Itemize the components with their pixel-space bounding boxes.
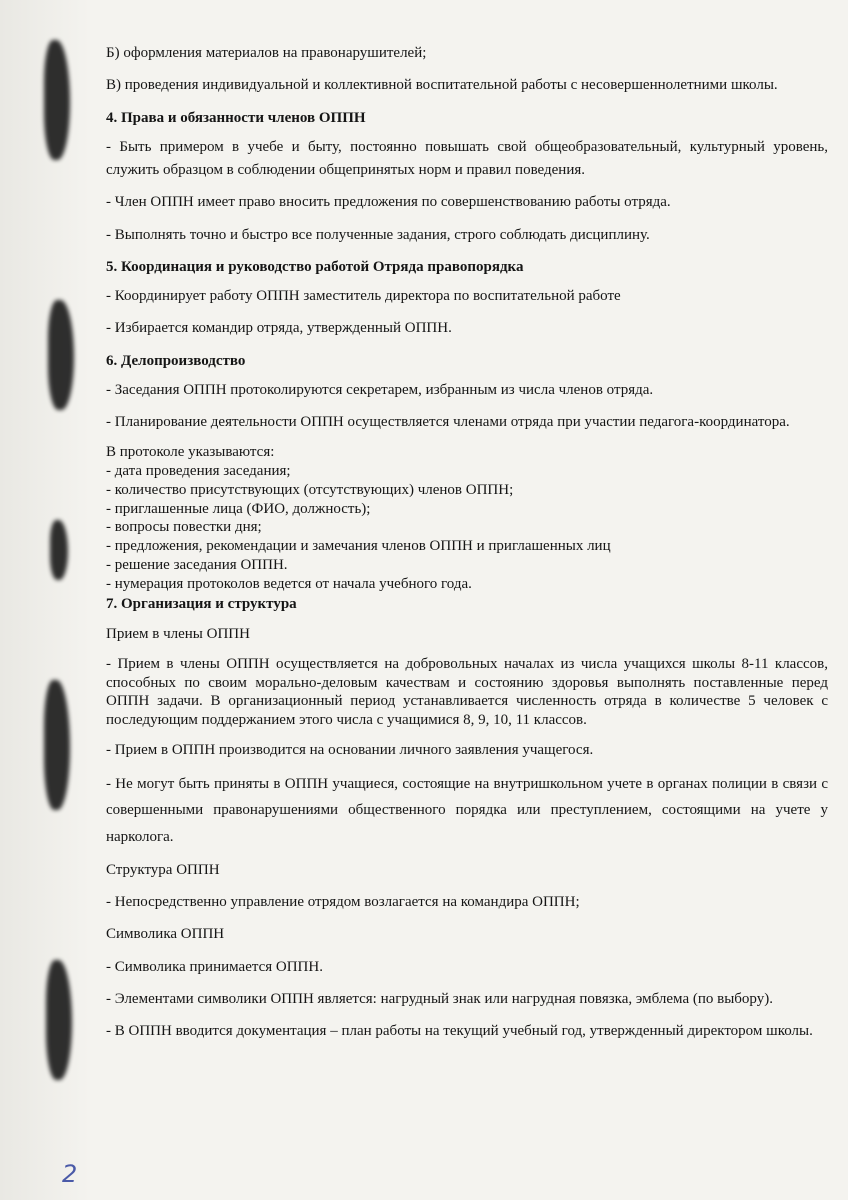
paragraph: - В ОППН вводится документация – план работы на текущий учебный год, утвержденный директором школы.: [106, 1023, 813, 1039]
paragraph: В) проведения индивидуальной и коллективной воспитательной работы с несовершеннолетними школы.: [106, 77, 778, 94]
list-item: - приглашенные лица (ФИО, должность);: [106, 500, 371, 517]
paragraph: Б) оформления материалов на правонарушителей;: [106, 45, 427, 61]
list-item: - решение заседания ОППН.: [106, 556, 288, 573]
paragraph: - Быть примером в учебе и быту, постоянно повышать свой общеобразовательный, культурный уровень, служить образцом в соблюдении общепринятых норм и правил поведения.: [106, 138, 828, 178]
paragraph: - Заседания ОППН протоколируются секретарем, избранным из числа членов отряда.: [106, 381, 654, 398]
section-heading-7: 7. Организация и структура: [106, 596, 297, 613]
paragraph: - Планирование деятельности ОППН осуществляется членами отряда при участии педагога-координатора.: [106, 414, 790, 430]
paragraph: - Избирается командир отряда, утвержденный ОППН.: [106, 320, 452, 337]
list-item: - вопросы повестки дня;: [106, 519, 262, 536]
subheading-symbols: Символика ОППН: [106, 926, 225, 943]
paragraph: - Непосредственно управление отрядом возлагается на командира ОППН;: [106, 894, 580, 910]
scan-artifact: [44, 680, 70, 810]
handwritten-page-number: 2: [62, 1160, 78, 1188]
scan-margin-shadow: [0, 0, 90, 1200]
scan-artifact: [50, 520, 68, 580]
scan-artifact: [46, 960, 72, 1080]
paragraph: - Член ОППН имеет право вносить предложения по совершенствованию работы отряда.: [106, 194, 671, 211]
paragraph: - Координирует работу ОППН заместитель директора по воспитательной работе: [106, 288, 621, 304]
subheading-admission: Прием в члены ОППН: [106, 625, 250, 642]
list-item: - дата проведения заседания;: [106, 463, 291, 479]
section-heading-6: 6. Делопроизводство: [106, 352, 246, 369]
list-item: - предложения, рекомендации и замечания членов ОППН и приглашенных лиц: [106, 538, 611, 554]
list-item: - количество присутствующих (отсутствующих) членов ОППН;: [106, 481, 514, 498]
scan-artifact: [48, 300, 74, 410]
section-heading-4: 4. Права и обязанности членов ОППН: [106, 109, 366, 126]
paragraph: - Прием в ОППН производится на основании личного заявления учащегося.: [106, 741, 594, 758]
list-item: - нумерация протоколов ведется от начала учебного года.: [106, 575, 472, 592]
paragraph: - Элементами символики ОППН является: нагрудный знак или нагрудная повязка, эмблема (по выбору).: [106, 990, 773, 1007]
paragraph: - Прием в члены ОППН осуществляется на добровольных началах из числа учащихся школы 8-11 классов, способных по своим морально-деловым качествам и состоянию здоровья выполнять поставленные перед ОППН задачи. В организационный период устанавливается численность отряда в количестве 5 человек с последующим поддержанием этого числа с учащимися 8, 9, 10, 11 классов.: [106, 655, 828, 728]
paragraph: - Символика принимается ОППН.: [106, 958, 323, 975]
section-heading-5: 5. Координация и руководство работой Отряда правопорядка: [106, 258, 524, 275]
paragraph: - Не могут быть приняты в ОППН учащиеся, состоящие на внутришкольном учете в органах полиции в связи с совершенными правонарушениями общественного порядка или преступлением, состоящими на учете у нарколога.: [106, 776, 828, 845]
document-page: [106, 42, 828, 1052]
protocol-intro: В протоколе указываются:: [106, 444, 275, 461]
subheading-structure: Структура ОППН: [106, 861, 220, 878]
scan-artifact: [44, 40, 70, 160]
paragraph: - Выполнять точно и быстро все полученные задания, строго соблюдать дисциплину.: [106, 226, 650, 243]
